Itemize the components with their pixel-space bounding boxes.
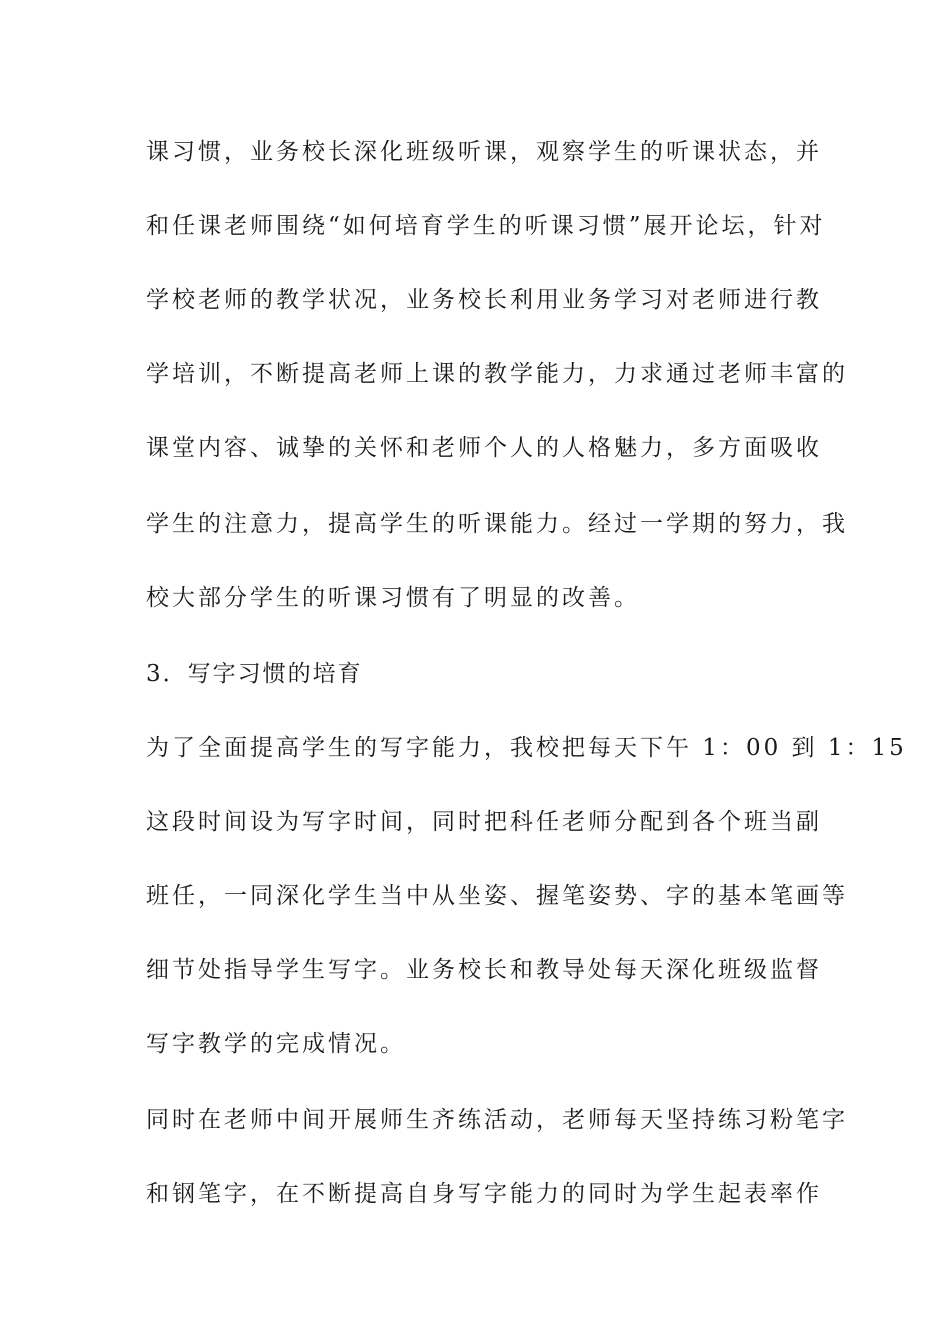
paragraph-line: 班任，一同深化学生当中从坐姿、握笔姿势、字的基本笔画等 bbox=[146, 883, 848, 909]
paragraph-line: 和钢笔字，在不断提高自身写字能力的同时为学生起表率作 bbox=[146, 1181, 822, 1207]
paragraph-line: 写字教学的完成情况。 bbox=[146, 1031, 406, 1057]
paragraph-line: 细节处指导学生写字。业务校长和教导处每天深化班级监督 bbox=[146, 957, 822, 983]
paragraph-line: 这段时间设为写字时间，同时把科任老师分配到各个班当副 bbox=[146, 809, 822, 835]
paragraph-line: 课堂内容、诚挚的关怀和老师个人的人格魅力，多方面吸收 bbox=[146, 435, 822, 461]
section-heading: 3．写字习惯的培育 bbox=[146, 661, 363, 687]
paragraph-line: 和任课老师围绕“如何培育学生的听课习惯”展开论坛，针对 bbox=[146, 213, 826, 239]
paragraph-line: 为了全面提高学生的写字能力，我校把每天下午 1：00 到 1：15 bbox=[146, 735, 907, 761]
paragraph-line: 课习惯，业务校长深化班级听课，观察学生的听课状态，并 bbox=[146, 139, 822, 165]
paragraph-line: 校大部分学生的听课习惯有了明显的改善。 bbox=[146, 585, 640, 611]
paragraph-line: 学生的注意力，提高学生的听课能力。经过一学期的努力，我 bbox=[146, 511, 848, 537]
paragraph-line: 学校老师的教学状况，业务校长利用业务学习对老师进行教 bbox=[146, 287, 822, 313]
paragraph-line: 学培训，不断提高老师上课的教学能力，力求通过老师丰富的 bbox=[146, 361, 848, 387]
paragraph-line: 同时在老师中间开展师生齐练活动，老师每天坚持练习粉笔字 bbox=[146, 1107, 848, 1133]
